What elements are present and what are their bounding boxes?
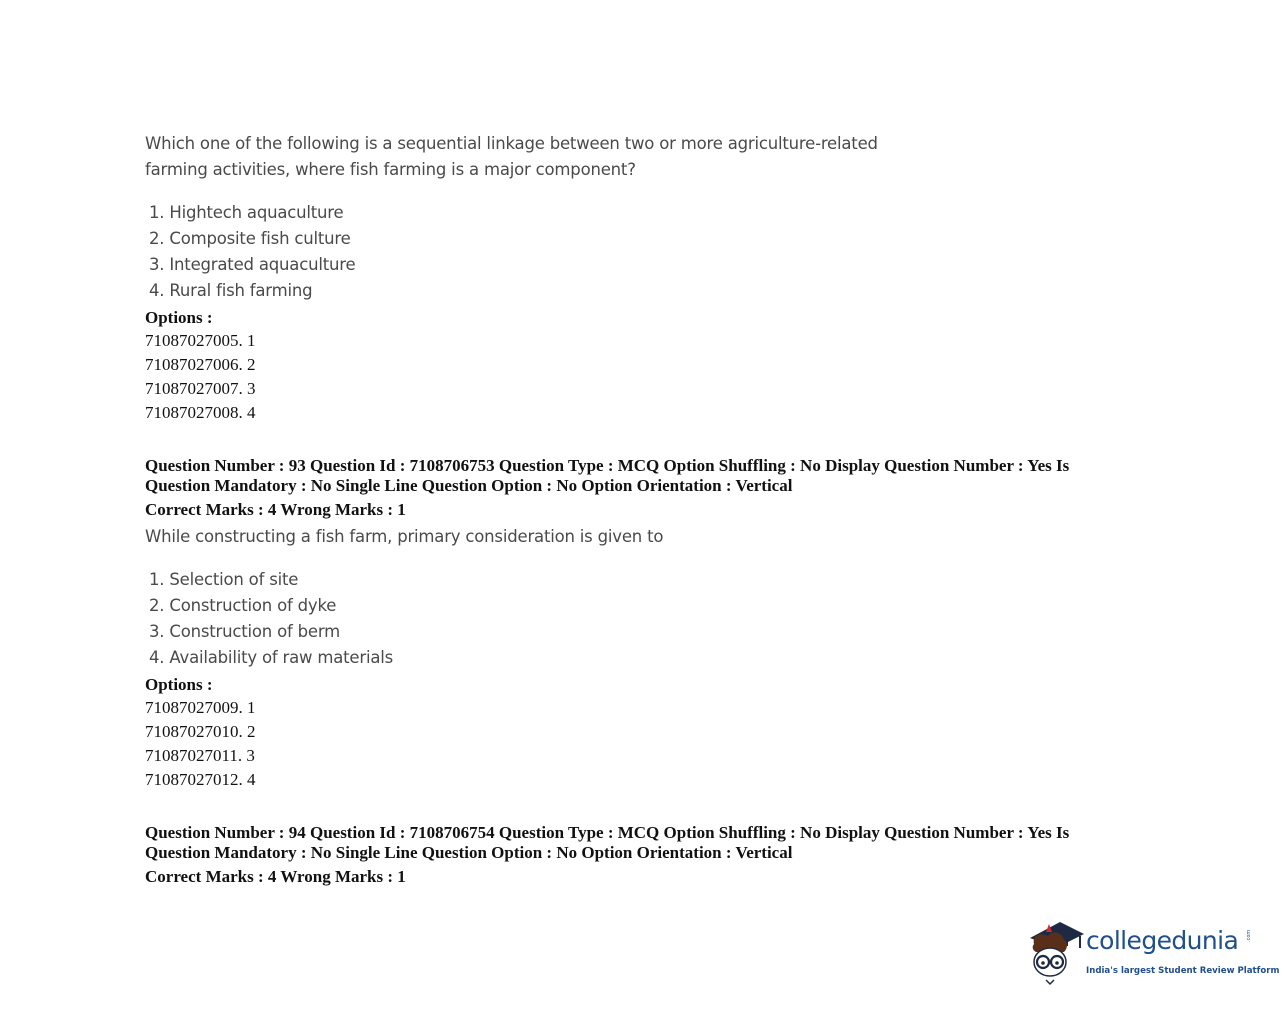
answer-choices: [149, 567, 393, 671]
question-marks: Correct Marks : 4 Wrong Marks : 1: [145, 867, 406, 886]
option-id-list: [145, 329, 256, 425]
option-id-list: [145, 696, 256, 792]
option-id: 71087027010. 2: [145, 722, 256, 741]
logo-wordmark: collegedunia: [1086, 926, 1239, 955]
question-meta-line: Question Mandatory : No Single Line Question Option : No Option Orientation : Vertical: [145, 843, 793, 862]
collegedunia-logo: [1024, 918, 1280, 990]
answer-choice: 3. Integrated aquaculture: [149, 255, 356, 274]
option-id: 71087027011. 3: [145, 746, 255, 765]
question-meta-line: Question Number : 94 Question Id : 7108706754 Question Type : MCQ Option Shuffling : No Display Question Number : Yes Is: [145, 823, 1070, 842]
question-text-line: farming activities, where fish farming is a major component?: [145, 160, 636, 179]
answer-choice: 4. Rural fish farming: [149, 281, 313, 300]
question-text: While constructing a fish farm, primary consideration is given to: [145, 527, 664, 546]
answer-choice: 4. Availability of raw materials: [149, 648, 394, 667]
answer-choices: [149, 200, 355, 304]
question-text-line: Which one of the following is a sequential linkage between two or more agriculture-related: [145, 134, 878, 153]
options-block: [145, 307, 256, 425]
answer-choice: 1. Selection of site: [149, 570, 299, 589]
question-meta: [145, 456, 1105, 496]
option-id: 71087027007. 3: [145, 379, 256, 398]
option-id: 71087027005. 1: [145, 331, 256, 350]
option-id: 71087027009. 1: [145, 698, 256, 717]
question-marks: Correct Marks : 4 Wrong Marks : 1: [145, 500, 406, 519]
options-label: Options :: [145, 308, 213, 327]
answer-choice: 3. Construction of berm: [149, 622, 341, 641]
logo-tagline: India's largest Student Review Platform: [1086, 966, 1280, 976]
mascot-icon: [1024, 918, 1086, 990]
question-meta-line: Question Number : 93 Question Id : 7108706753 Question Type : MCQ Option Shuffling : No Display Question Number : Yes Is: [145, 456, 1070, 475]
options-label: Options :: [145, 675, 213, 694]
logo-suffix: .com: [1246, 929, 1252, 942]
question-meta-line: Question Mandatory : No Single Line Question Option : No Option Orientation : Vertical: [145, 476, 793, 495]
option-id: 71087027008. 4: [145, 403, 256, 422]
option-id: 71087027012. 4: [145, 770, 256, 789]
answer-choice: 1. Hightech aquaculture: [149, 203, 344, 222]
answer-choice: 2. Composite fish culture: [149, 229, 351, 248]
option-id: 71087027006. 2: [145, 355, 256, 374]
question-meta: [145, 823, 1105, 863]
answer-choice: 2. Construction of dyke: [149, 596, 337, 615]
options-block: [145, 674, 256, 792]
